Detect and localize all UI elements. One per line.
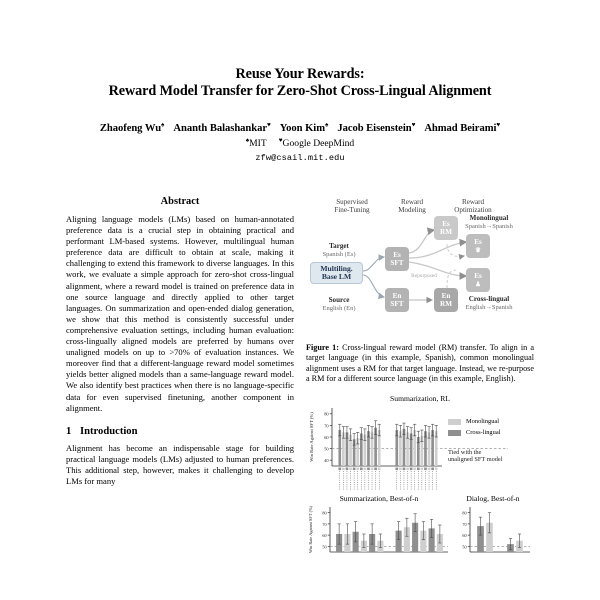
label-repurposed-text: Repurposed	[411, 273, 437, 279]
svg-text:60: 60	[462, 532, 467, 538]
svg-text:50: 50	[462, 543, 467, 549]
svg-text:80: 80	[322, 510, 327, 516]
abstract-heading: Abstract	[160, 196, 200, 207]
affiliation-1	[246, 138, 267, 149]
node-output-crosslingual	[466, 268, 490, 292]
affiliation-list	[52, 138, 548, 150]
legend-label-monolingual: Monolingual	[466, 417, 500, 425]
stage-label-ro-line1: Reward	[461, 198, 485, 206]
node-en-sft	[385, 288, 409, 312]
legend-label-crosslingual: Cross-lingual	[466, 428, 501, 436]
chart-summarization-bon-svg	[306, 504, 452, 562]
affiliation-2	[279, 138, 354, 149]
svg-text:Win Rate Against SFT (%): Win Rate Against SFT (%)	[309, 411, 314, 462]
svg-text:60: 60	[322, 532, 327, 538]
legend-tie-note-line1: Tied with the	[448, 448, 482, 456]
author-3-affil-mark: ♠	[324, 121, 329, 129]
chart-summarization-rl-title: Summarization, RL	[390, 393, 450, 403]
author-4	[337, 123, 415, 134]
label-target-sub: Spanish (Es)	[322, 251, 356, 258]
label-repurposed	[402, 272, 446, 280]
label-monolingual-bold: Monolingual	[469, 214, 509, 222]
contact-email[interactable]: zfw@csail.mit.edu	[255, 153, 345, 163]
svg-text:80: 80	[324, 411, 329, 417]
author-5-name: Ahmad Beirami	[424, 123, 497, 134]
author-5	[424, 123, 500, 134]
label-source-bold: Source	[328, 296, 350, 304]
chart-dialog-bon-title: Dialog, Best-of-n	[466, 493, 520, 503]
chart-legend	[448, 418, 534, 464]
right-column	[306, 196, 534, 562]
node-base-line2: Base LM	[321, 272, 352, 281]
author-1	[100, 123, 165, 134]
svg-text:40: 40	[324, 457, 329, 463]
introduction-text: Alignment has become an indispensable stage for building practical language models (LMs) adjusted to human preferences. This additional step, however, makes it challenging to develop LMs for many	[66, 442, 294, 486]
figure-1-diagram	[306, 196, 534, 339]
stage-label-sft	[324, 198, 380, 215]
svg-text:70: 70	[462, 521, 467, 527]
figure-1-caption-label: Figure 1:	[306, 343, 339, 352]
legend-item-crosslingual	[448, 429, 534, 437]
node-output-monolingual	[466, 234, 490, 258]
section-title: Introduction	[80, 425, 138, 437]
stage-label-rm-line2: Modeling	[398, 206, 426, 215]
node-en-rm-line2: RM	[440, 300, 452, 308]
chart-dialog-bon-block	[452, 492, 534, 562]
svg-text:50: 50	[324, 446, 329, 452]
section-heading-introduction	[66, 426, 294, 437]
figure-1-caption-text: Cross-lingual reward model (RM) transfer. To align in a target language (in this example, Spanish), common monolingual alignment uses a RM for that target language. Instead, we re-purpose a RM for a different source language (in this example, English).	[306, 343, 535, 384]
node-en-sft-line1: En	[392, 291, 402, 300]
chart-dialog-bon-svg	[452, 504, 534, 562]
label-source-language	[310, 296, 368, 313]
label-monolingual-sub: Spanish→Spanish	[465, 223, 513, 230]
node-es-sft-line1: Es	[393, 250, 401, 259]
section-number: 1	[66, 425, 72, 437]
chart-summarization-rl	[306, 404, 534, 492]
author-3	[280, 123, 329, 134]
author-4-affil-mark: ♥	[411, 121, 416, 129]
author-3-name: Yoon Kim	[279, 123, 325, 134]
stage-label-rm	[384, 198, 440, 215]
legend-tie-note-line2: unaligned SFT model	[448, 456, 503, 464]
stage-label-sft-line1: Supervised	[336, 198, 368, 206]
figure-1-caption	[306, 343, 534, 385]
label-crosslingual-bold: Cross-lingual	[468, 295, 510, 303]
chart-summarization-bon-block	[306, 492, 452, 562]
svg-text:Win Rate Against SFT (%): Win Rate Against SFT (%)	[308, 505, 313, 553]
svg-text:50: 50	[322, 543, 327, 549]
label-crosslingual-sub: English→Spanish	[465, 304, 513, 311]
author-list	[52, 122, 548, 136]
left-column	[66, 196, 294, 487]
node-output-mono-line1: Es	[474, 238, 482, 247]
affiliation-2-mark: ♥	[278, 136, 283, 144]
legend-swatch-monolingual	[448, 419, 461, 425]
node-output-mono-glyph: ♛	[475, 246, 481, 254]
node-multiling-base-lm	[310, 262, 363, 284]
node-output-cross-glyph: ♟	[475, 280, 481, 288]
abstract-text: Aligning language models (LMs) based on human-annotated preference data is a crucial step in obtaining practical and performant LM-based systems. However, multilingual human preference data are difficult to obtain at scale, making it challenging to extend this framework to diverse languages. In this work, we evaluate a simple approach for zero-shot cross-lingual alignment, where a reward model is trained on preference data in one source language and directly applied to other target languages. On summarization and open-ended dialog generation, we show that this method is consistently successful under comprehensive evaluation settings, including human evaluation: cross-lingually aligned models are preferred by humans over unaligned models on up to >70% of evaluation instances. We moreover find that a different-language reward model sometimes yields better aligned models than a same-language reward model. We also identify best practices when there is no language-specific data for even supervised finetuning, another component in alignment.	[66, 214, 294, 413]
author-4-name: Jacob Eisenstein	[337, 123, 412, 134]
page-title-line-2: Reward Model Transfer for Zero-Shot Cross-Lingual Alignment	[108, 83, 492, 99]
node-output-cross-line1: Es	[474, 272, 482, 281]
author-2-name: Ananth Balashankar	[173, 123, 267, 134]
node-es-sft	[385, 247, 409, 271]
author-5-affil-mark: ♥	[496, 121, 501, 129]
node-es-sft-line2: SFT	[390, 259, 404, 267]
label-crosslingual	[446, 295, 532, 312]
svg-text:60: 60	[324, 434, 329, 440]
author-1-name: Zhaofeng Wu	[99, 123, 162, 134]
node-en-sft-line2: SFT	[390, 300, 404, 308]
legend-tie-note	[448, 449, 534, 464]
title-block	[0, 0, 600, 163]
label-target-language	[310, 242, 368, 259]
affiliation-1-name: MIT	[249, 138, 267, 149]
page-title-line-1: Reuse Your Rewards:	[235, 66, 365, 82]
stage-label-ro	[442, 198, 504, 215]
node-es-rm-line2: RM	[440, 228, 452, 236]
author-2	[173, 123, 270, 134]
author-2-affil-mark: ♥	[267, 121, 271, 129]
stage-label-sft-line2: Fine-Tuning	[334, 206, 370, 215]
legend-item-monolingual	[448, 418, 534, 426]
legend-swatch-crosslingual	[448, 430, 461, 436]
label-target-bold: Target	[329, 242, 349, 250]
stage-label-ro-line2: Optimization	[454, 206, 492, 215]
node-base-line1: Multiling.	[320, 263, 353, 273]
svg-text:80: 80	[462, 510, 467, 516]
body-columns	[0, 196, 600, 600]
affiliation-2-name: Google DeepMind	[282, 138, 355, 149]
node-en-rm-line1: En	[441, 291, 451, 300]
chart-summarization-bon-title: Summarization, Best-of-n	[339, 493, 419, 503]
stage-label-rm-line1: Reward	[400, 198, 424, 206]
author-1-affil-mark: ♠	[161, 121, 165, 129]
svg-text:70: 70	[322, 521, 327, 527]
label-monolingual	[446, 214, 532, 231]
chart-bottom-row	[306, 492, 534, 562]
affiliation-1-mark: ♠	[245, 136, 250, 144]
label-source-sub: English (En)	[322, 305, 356, 312]
chart-summarization-rl-block	[306, 394, 534, 492]
svg-text:70: 70	[324, 422, 329, 428]
node-es-rm-line1: Es	[442, 219, 450, 228]
